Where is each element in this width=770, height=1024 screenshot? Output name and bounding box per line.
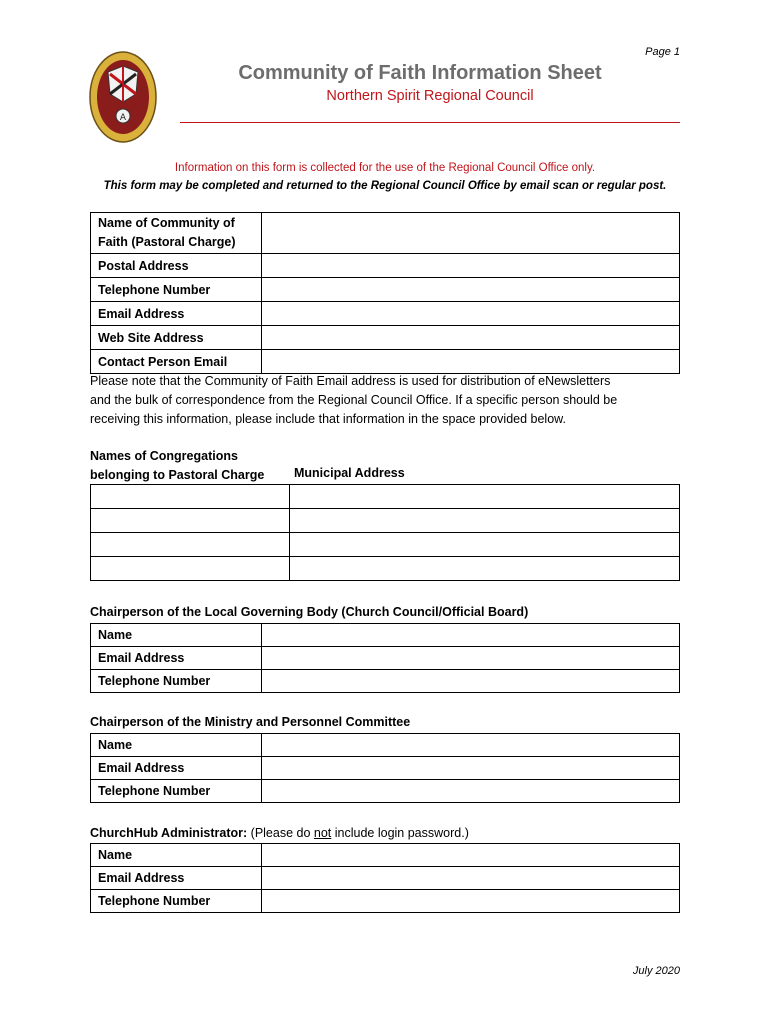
table-row bbox=[91, 278, 680, 302]
header-divider bbox=[180, 122, 680, 123]
page-number: Page 1 bbox=[645, 46, 680, 58]
table-row bbox=[91, 734, 680, 757]
municipal-address-cell[interactable] bbox=[290, 485, 680, 509]
footer-date: July 2020 bbox=[632, 965, 680, 977]
churchhub-email-field[interactable] bbox=[262, 867, 680, 890]
field-label: Postal Address bbox=[91, 254, 262, 278]
mp-email-field[interactable] bbox=[262, 757, 680, 780]
lgb-name-field[interactable] bbox=[262, 624, 680, 647]
lgb-chair-table bbox=[90, 623, 680, 693]
table-row bbox=[91, 254, 680, 278]
field-label: Name bbox=[91, 844, 262, 867]
municipal-address-cell[interactable] bbox=[290, 533, 680, 557]
info-text: Information on this form is collected for the use of the Regional Council Office only. bbox=[174, 162, 596, 174]
table-row bbox=[91, 557, 680, 581]
email-notice: Please note that the Community of Faith Email address is used for distribution of eNewsletters and the bulk of correspondence from the Regional Council Office. If a specific person should be receiving this information, please include that information in the space provided below. bbox=[90, 374, 618, 426]
table-row bbox=[91, 350, 680, 374]
table-row bbox=[91, 757, 680, 780]
churchhub-heading: ChurchHub Administrator: (Please do not include login password.) bbox=[90, 826, 469, 840]
field-label: Name bbox=[91, 734, 262, 757]
email-field[interactable] bbox=[262, 302, 680, 326]
municipal-address-heading: Municipal Address bbox=[294, 466, 405, 480]
congregations-table bbox=[90, 484, 680, 581]
field-label: Telephone Number bbox=[91, 278, 262, 302]
field-label: Web Site Address bbox=[91, 326, 262, 350]
mp-chair-heading: Chairperson of the Ministry and Personnel Committee bbox=[90, 715, 411, 729]
table-row bbox=[91, 670, 680, 693]
field-label: Telephone Number bbox=[91, 670, 262, 693]
field-label: Name bbox=[91, 624, 262, 647]
svg-text:A: A bbox=[119, 113, 127, 123]
field-label: Email Address bbox=[91, 302, 262, 326]
table-row bbox=[91, 624, 680, 647]
lgb-email-field[interactable] bbox=[262, 647, 680, 670]
churchhub-name-field[interactable] bbox=[262, 844, 680, 867]
congregation-name-cell[interactable] bbox=[91, 485, 290, 509]
field-label: Email Address bbox=[91, 757, 262, 780]
community-info-table bbox=[90, 212, 680, 374]
table-row bbox=[91, 867, 680, 890]
page-subtitle: Northern Spirit Regional Council bbox=[326, 88, 534, 104]
table-row bbox=[91, 213, 680, 254]
congregation-name-cell[interactable] bbox=[91, 533, 290, 557]
churchhub-phone-field[interactable] bbox=[262, 890, 680, 913]
field-label: Telephone Number bbox=[91, 890, 262, 913]
congregations-heading: Names of Congregations belonging to Pastoral Charge bbox=[90, 449, 265, 482]
mp-phone-field[interactable] bbox=[262, 780, 680, 803]
table-row bbox=[91, 780, 680, 803]
page-title: Community of Faith Information Sheet bbox=[238, 62, 602, 84]
table-row bbox=[91, 890, 680, 913]
field-label: Name of Community of Faith (Pastoral Charge) bbox=[91, 213, 262, 254]
table-row bbox=[91, 844, 680, 867]
telephone-field[interactable] bbox=[262, 278, 680, 302]
table-row bbox=[91, 326, 680, 350]
mp-name-field[interactable] bbox=[262, 734, 680, 757]
churchhub-table bbox=[90, 843, 680, 913]
municipal-address-cell[interactable] bbox=[290, 509, 680, 533]
table-row bbox=[91, 533, 680, 557]
table-row bbox=[91, 302, 680, 326]
field-label: Contact Person Email bbox=[91, 350, 262, 374]
postal-address-field[interactable] bbox=[262, 254, 680, 278]
table-row bbox=[91, 647, 680, 670]
submission-note: This form may be completed and returned to the Regional Council Office by email scan or regular post. bbox=[103, 180, 667, 192]
mp-chair-table bbox=[90, 733, 680, 803]
website-field[interactable] bbox=[262, 326, 680, 350]
table-row bbox=[91, 485, 680, 509]
field-label: Email Address bbox=[91, 867, 262, 890]
community-name-field[interactable] bbox=[262, 213, 680, 254]
contact-email-field[interactable] bbox=[262, 350, 680, 374]
church-crest-logo bbox=[88, 50, 158, 144]
field-label: Email Address bbox=[91, 647, 262, 670]
table-row bbox=[91, 509, 680, 533]
congregation-name-cell[interactable] bbox=[91, 557, 290, 581]
lgb-chair-heading: Chairperson of the Local Governing Body (Church Council/Official Board) bbox=[90, 605, 529, 619]
municipal-address-cell[interactable] bbox=[290, 557, 680, 581]
field-label: Telephone Number bbox=[91, 780, 262, 803]
congregation-name-cell[interactable] bbox=[91, 509, 290, 533]
lgb-phone-field[interactable] bbox=[262, 670, 680, 693]
